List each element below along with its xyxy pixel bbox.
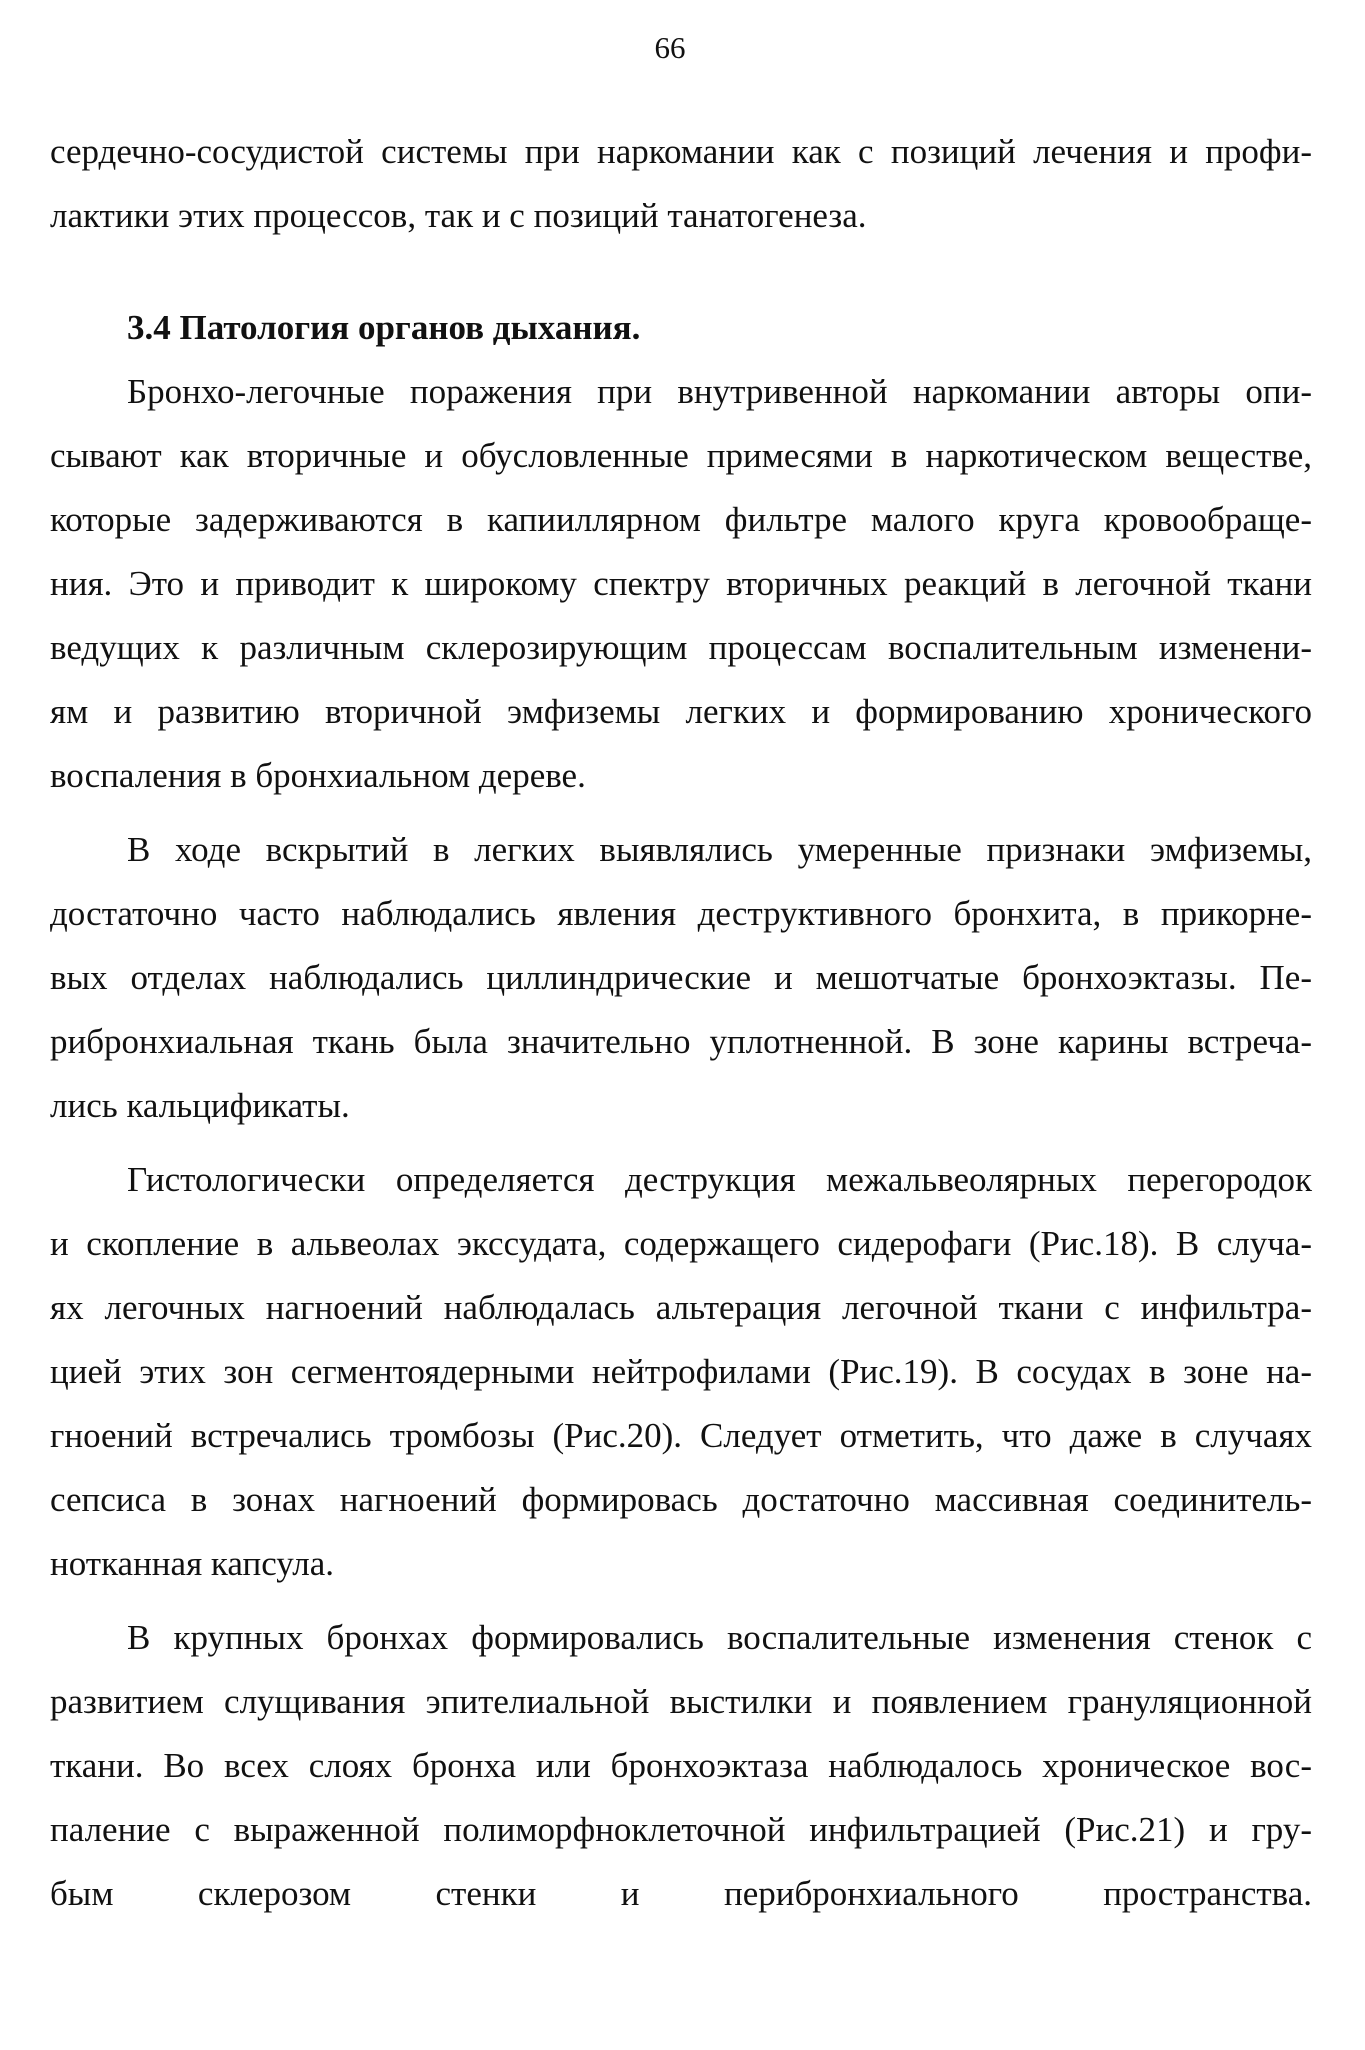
text-line: лись кальцификаты. [50, 1086, 350, 1125]
text-line: и скопление в альвеолах экссудата, содержащего сидерофаги (Рис.18). В случа- [50, 1224, 1312, 1263]
text-line: воспаления в бронхиальном дереве. [50, 756, 586, 795]
text-line: ведущих к различным склерозирующим процессам воспалительным изменени- [50, 628, 1312, 667]
text-line: цией этих зон сегментоядерными нейтрофилами (Рис.19). В сосудах в зоне на- [50, 1352, 1312, 1391]
text-line: бым склерозом стенки и перибронхиального пространства. [50, 1874, 1312, 1913]
document-body [50, 120, 1312, 1926]
text-line: которые задерживаются в капииллярном фильтре малого круга кровообраще- [50, 500, 1312, 539]
text-line: вых отделах наблюдались циллиндрические и мешотчатые бронхоэктазы. Пе- [50, 958, 1312, 997]
text-line: нотканная капсула. [50, 1544, 334, 1583]
text-line: Гистологически определяется деструкция межальвеолярных перегородок [127, 1160, 1312, 1199]
text-line: ям и развитию вторичной эмфиземы легких и формированию хронического [50, 692, 1312, 731]
text-line: сепсиса в зонах нагноений формировась достаточно массивная соединитель- [50, 1480, 1312, 1519]
paragraph [50, 1148, 1312, 1596]
text-line: сывают как вторичные и обусловленные примесями в наркотическом веществе, [50, 436, 1312, 475]
paragraph [50, 360, 1312, 808]
paragraph [50, 818, 1312, 1138]
text-line: В крупных бронхах формировались воспалительные изменения стенок с [127, 1618, 1312, 1657]
text-line: гноений встречались тромбозы (Рис.20). Следует отметить, что даже в случаях [50, 1416, 1312, 1455]
text-line: развитием слущивания эпителиальной выстилки и появлением грануляционной [50, 1682, 1312, 1721]
text-line: сердечно-сосудистой системы при наркомании как с позиций лечения и профи- [50, 132, 1312, 171]
paragraph [50, 120, 1312, 248]
text-line: ния. Это и приводит к широкому спектру вторичных реакций в легочной ткани [50, 564, 1312, 603]
page-number: 66 [654, 30, 686, 65]
text-line: рибронхиальная ткань была значительно уплотненной. В зоне карины встреча- [50, 1022, 1312, 1061]
text-line: ткани. Во всех слоях бронха или бронхоэктаза наблюдалось хроническое вос- [50, 1746, 1312, 1785]
section-heading: 3.4 Патология органов дыхания. [127, 308, 641, 347]
text-line: В ходе вскрытий в легких выявлялись умеренные признаки эмфиземы, [127, 830, 1312, 869]
text-line: Бронхо-легочные поражения при внутривенной наркомании авторы опи- [127, 372, 1312, 411]
text-line: ях легочных нагноений наблюдалась альтерация легочной ткани с инфильтра- [50, 1288, 1312, 1327]
paragraph [50, 1606, 1312, 1926]
text-line: паление с выраженной полиморфноклеточной инфильтрацией (Рис.21) и гру- [50, 1810, 1312, 1849]
text-line: достаточно часто наблюдались явления деструктивного бронхита, в прикорне- [50, 894, 1312, 933]
text-line: лактики этих процессов, так и с позиций танатогенеза. [50, 196, 867, 235]
